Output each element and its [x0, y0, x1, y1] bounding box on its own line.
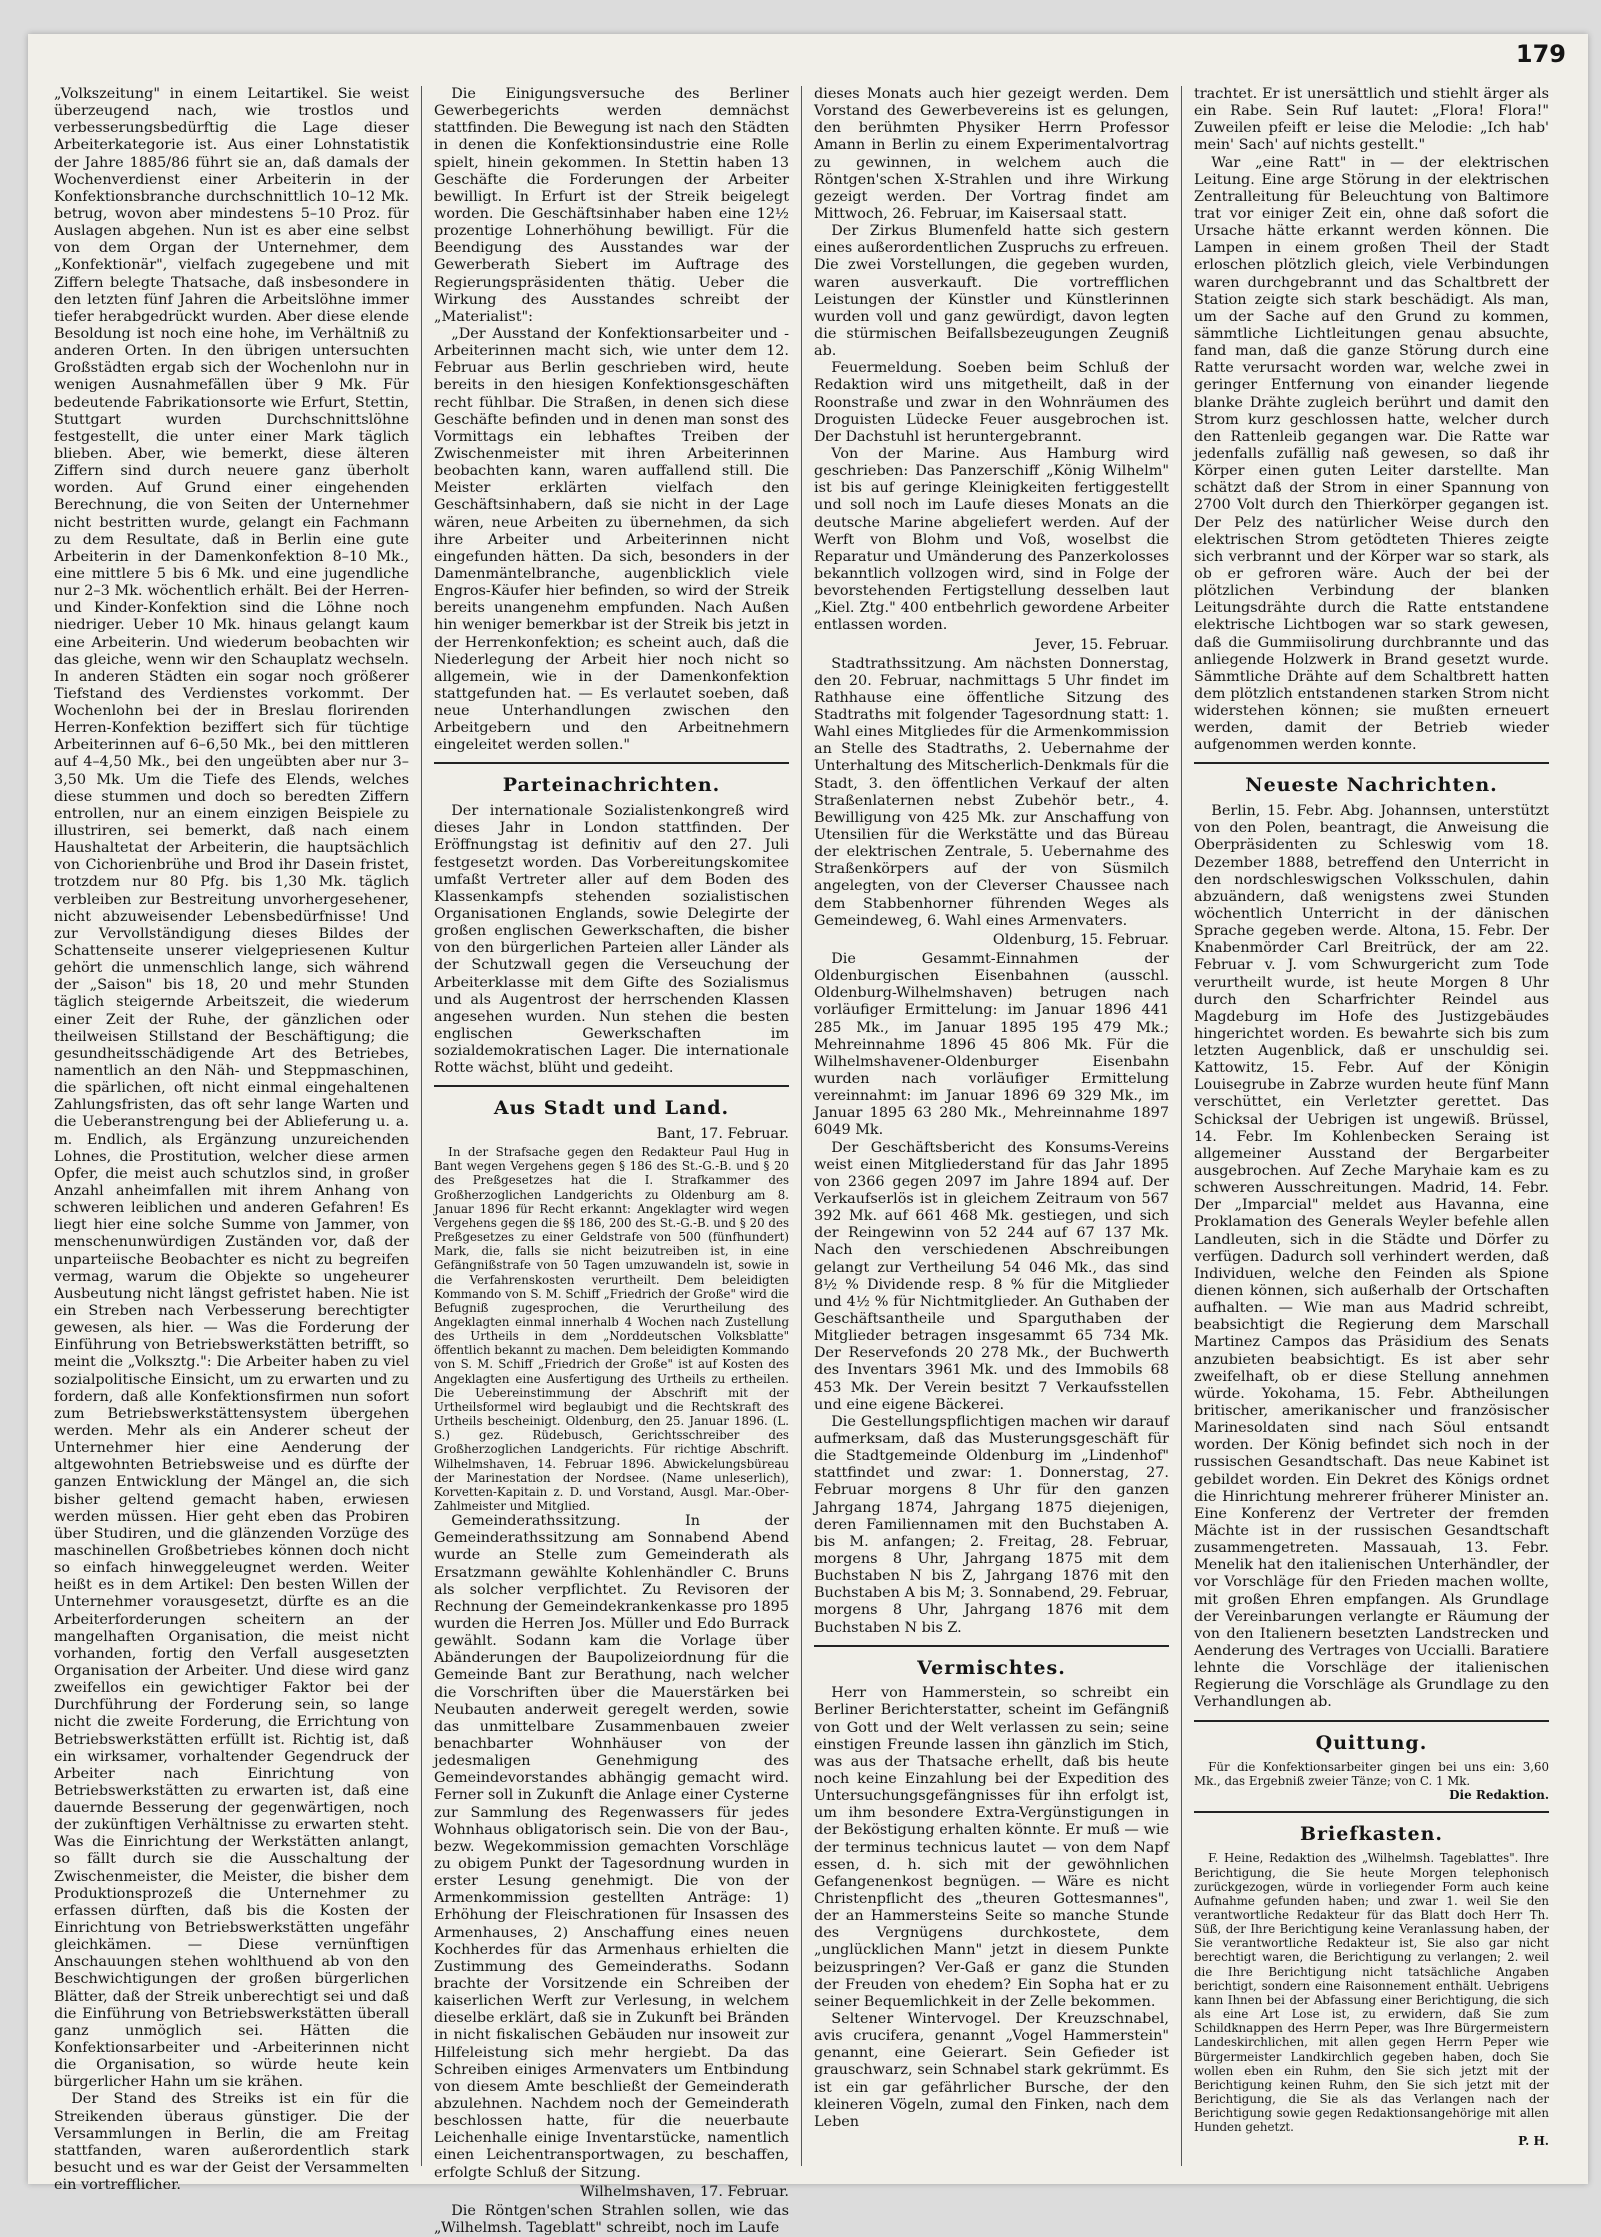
article-paragraph: Stadtrathssitzung. Am nächsten Donnerstag, den 20. Februar, nachmittags 5 Uhr findet im Rathhause eine öffentliche Sitzung des Stadtraths mit folgender Tagesordnung statt: 1. Wahl eines Mitgliedes für die Armenkommission an Stelle des Stadtraths, 2. Uebernahme der Unterhaltung des Mitscherlich-Denkmals für die Stadt, 3. den öffentlichen Verkauf der alten Straßenlaternen nebst Zubehör betr., 4. Bewilligung von 425 Mk. zur Anschaffung von Utensilien für die Werkstätte und das Büreau der elektrischen Zentrale, 5. Uebernahme des Straßenkörpers auf der von Süsmilch angelegten, von der Cleverser Chaussee nach dem Stabbenhorner führenden Weges als Gemeindeweg, 6. Wahl eines Armenvaters. — [814, 655, 1169, 929]
article-paragraph: Herr von Hammerstein, so schreibt ein Berliner Berichterstatter, scheint im Gefängniß von Gott und der Welt verlassen zu sein; seine einstigen Freunde lassen ihn gänzlich im Stich, was aus der Thatsache erhellt, daß bis heute noch keine Einzahlung bei der Expedition des Untersuchungsgefängnisses für ihn erfolgt ist, um ihm besondere Extra-Vergünstigungen in der Beköstigung erhalten könnte. Er muß — wie der terminus technicus lautet — von dem Napf essen, d. h. sich mit der gewöhnlichen Gefangenenkost begnügen. — Wäre es nicht Christenpflicht des „theuren Gottesmannes", der an Hammersteins Seite so manche Stunde des Vergnügens durchkostete, dem „unglücklichen Mann" jetzt in diesem Punkte beizuspringen? Ver-Gaß er ganz die Stunden der Freuden von ehedem? Ein Sopha hat er zu seiner Bequemlichkeit in der Zelle bekommen. — [814, 1685, 1169, 2010]
article-paragraph: Die Röntgen'schen Strahlen sollen, wie das „Wilhelmsh. Tageblatt" schreibt, noch im Laufe — [434, 2202, 789, 2236]
column-4 — [1194, 86, 1549, 2166]
article-paragraph: Die Gestellungspflichtigen machen wir darauf aufmerksam, daß das Musterungsgeschäft für die Stadtgemeinde Oldenburg im „Lindenhof" stattfindet und zwar: 1. Donnerstag, 27. Februar morgens 8 Uhr für den ganzen Jahrgang 1874, Jahrgang 1875 diejenigen, deren Familiennamen mit den Buchstaben A. bis M. anfangen; 2. Freitag, 28. Februar, morgens 8 Uhr, Jahrgang 1875 mit dem Buchstaben N bis Z, Jahrgang 1876 mit den Buchstaben A bis M; 3. Sonnabend, 29. Februar, morgens 8 Uhr, Jahrgang 1876 mit dem Buchstaben N bis Z. — [814, 1413, 1169, 1636]
article-columns — [54, 86, 1550, 2236]
article-paragraph: dieses Monats auch hier gezeigt werden. Dem Vorstand des Gewerbevereins ist es gelungen, den berühmten Physiker Herrn Professor Amann in Berlin zu einem Experimentalvortrag zu gewinnen, in welchem auch die Röntgen'schen X-Strahlen und ihre Wirkung gezeigt werden. Der Vortrag findet am Mittwoch, 26. Februar, im Kaisersaal statt. — [814, 86, 1169, 222]
section-heading-neueste: Neueste Nachrichten. — [1245, 774, 1498, 797]
dateline: Bant, 17. Februar. — [656, 1125, 789, 1142]
column-rule — [801, 86, 802, 2166]
section-heading-partei: Parteinachrichten. — [502, 774, 721, 797]
article-paragraph: trachtet. Er ist unersättlich und stiehlt ärger als ein Rabe. Sein Ruf lautet: „Flora! Flora!" Zuweilen pfeift er leise die Melodie: „Ich hab' mein' Sach' auf nichts gestellt." — [1194, 86, 1549, 154]
quoted-paragraph: „Der Ausstand der Konfektionsarbeiter und -Arbeiterinnen macht sich, wie unter dem 12. Februar aus Berlin geschrieben wird, heute bereits in den hiesigen Konfektionsgeschäften recht fühlbar. Die Straßen, in denen sich diese Geschäfte befinden und in denen man sonst des Vormittags ein lebhaftes Treiben der Zwischenmeister mit ihren Arbeiterinnen beobachten kann, waren auffallend still. Die Meister erklärten vielfach den Geschäftsinhabern, daß sie nicht in der Lage wären, neue Arbeiten zu übernehmen, da sich ihre Arbeiter und Arbeiterinnen nicht eingefunden hätten. Da sich, besonders in der Damenmäntelbranche, augenblicklich viele Engros-Käufer hier befinden, so wird der Streik bereits unangenehm empfunden. Nach Außen hin weniger bemerkbar ist der Streik bis jetzt in der Herrenkonfektion; es scheint auch, daß die Niederlegung der Arbeit hier noch nicht so allgemein, wie in der Damenkonfektion stattgefunden hat. — Es verlautet soeben, daß neue Unterhandlungen zwischen den Arbeitgebern und den Arbeitnehmern eingeleitet werden sollen." — [434, 325, 789, 754]
section-rule — [1194, 1811, 1549, 1813]
section-heading-stadt: Aus Stadt und Land. — [493, 1097, 730, 1120]
article-paragraph: Von der Marine. Aus Hamburg wird geschrieben: Das Panzerschiff „König Wilhelm" ist bis auf geringe Kleinigkeiten fertiggestellt und soll noch im Laufe dieses Monats an die deutsche Marine abgeliefert werden. Auf der Werft von Blohm und Voß, woselbst die Reparatur und Umänderung des Panzerkolosses bekanntlich vollzogen wird, sind in Folge der bevorstehenden Fertigstellung desselben laut „Kiel. Ztg." 400 entbehrlich gewordene Arbeiter entlassen worden. — [814, 445, 1169, 634]
court-notice: In der Strafsache gegen den Redakteur Paul Hug in Bant wegen Vergehens gegen § 186 des St.-G.-B. und § 20 des Preßgesetzes hat die I. Strafkammer des Großherzoglichen Landgerichts zu Oldenburg am 8. Januar 1896 für Recht erkannt: Angeklagter wird wegen Vergehens gegen die §§ 186, 200 des St.-G.-B. und § 20 des Preßgesetzes zu einer Geldstrafe von 500 (fünfhundert) Mark, die, falls sie nicht beizutreiben ist, in eine Gefängnißstrafe von 50 Tagen umzuwandeln ist, sowie in die Verfahrenskosten verurtheilt. Dem beleidigten Kommando von S. M. Schiff „Friedrich der Große" wird die Befugniß zugesprochen, die Verurtheilung des Angeklagten einmal innerhalb 4 Wochen nach Zustellung des Urtheils in dem „Norddeutschen Volksblatte" öffentlich bekannt zu machen. Dem beleidigten Kommando von S. M. Schiff „Friedrich der Große" ist auf Kosten des Angeklagten eine Ausfertigung des Urtheils zu ertheilen. Die Uebereinstimmung der Abschrift mit der Urtheilsformel wird beglaubigt und die Rechtskraft des Urtheils bescheinigt. Oldenburg, den 25. Januar 1896. (L. S.) gez. Rüdebusch, Gerichtsschreiber des Großherzoglichen Landgerichts. Für richtige Abschrift. Wilhelmshaven, 14. Februar 1896. Abwickelungsbüreau der Marinestation der Nordsee. (Name unleserlich), Korvetten-Kapitain z. D. und Vorstand, Ausgl. Mar.-Ober-Zahlmeister und Mitglied. — [434, 1145, 789, 1513]
section-heading-vermischtes: Vermischtes. — [917, 1656, 1066, 1679]
column-1 — [54, 86, 409, 2194]
section-rule — [1194, 762, 1549, 764]
article-paragraph: Die Einigungsversuche des Berliner Gewerbegerichts werden demnächst stattfinden. Die Bewegung ist nach den Städten in denen die Konfektionsindustrie eine Rolle spielt, hinein gekommen. In Stettin haben 13 Geschäfte die Forderungen der Arbeiter bewilligt. In Erfurt ist der Streik beigelegt worden. Die Geschäftsinhaber haben eine 12½ prozentige Lohnerhöhung bewilligt. Für die Beendigung des Ausstandes war der Gewerberath Siebert im Auftrage des Regierungspräsidenten thätig. Ueber die Wirkung des Ausstandes schreibt der „Materialist": — [434, 86, 789, 325]
column-3 — [814, 86, 1169, 2166]
section-rule — [434, 1085, 789, 1087]
column-2 — [434, 86, 789, 2236]
section-rule — [814, 1645, 1169, 1647]
article-paragraph: Feuermeldung. Soeben beim Schluß der Redaktion wird uns mitgetheilt, daß in der Roonstraße und zwar in den Wohnräumen des Droguisten Lüdecke Feuer ausgebrochen ist. Der Dachstuhl ist heruntergebrannt. — [814, 360, 1169, 445]
column-rule — [1181, 86, 1182, 2166]
article-paragraph: Der internationale Sozialistenkongreß wird dieses Jahr in London stattfinden. Der Eröffnungstag ist definitiv auf den 27. Juli festgesetzt worden. Das Vorbereitungskomitee umfaßt Vertreter aller auf dem Boden des Klassenkampfs stehenden sozialistischen Organisationen Englands, sowie Delegirte der großen englischen Gewerkschaften, die bisher von den bürgerlichen Parteien aller Länder als der Schutzwall gegen die Verseuchung der Arbeiterklasse mit dem Gifte des Sozialismus und als Augentrost der herrschenden Klassen angesehen wurden. Nun stehen die besten englischen Gewerkschaften im sozialdemokratischen Lager. Die internationale Rotte wächst, blüht und gedeiht. — [434, 803, 789, 1077]
letterbox-signature: P. H. — [1518, 2134, 1549, 2149]
article-paragraph: Die Gesammt-Einnahmen der Oldenburgischen Eisenbahnen (ausschl. Oldenburg-Wilhelmshaven) betrugen nach vorläufiger Ermittelung: im Januar 1896 441 285 Mk., im Januar 1895 195 479 Mk.; Mehreinnahme 1896 45 806 Mk. Für die Wilhelmshavener-Oldenburger Eisenbahn wurden nach vorläufiger Ermittelung vereinnahmt: im Januar 1896 69 329 Mk., im Januar 1895 63 280 Mk., Mehreinnahme 1897 6049 Mk. — [814, 951, 1169, 1139]
article-paragraph: Der Geschäftsbericht des Konsums-Vereins weist einen Mitgliederstand für das Jahr 1895 von 2366 gegen 2097 im Jahre 1894 auf. Der Verkaufserlös ist in gleichem Zeitraum von 567 392 Mk. auf 661 468 Mk. gestiegen, und sich der Reingewinn von 52 244 auf 67 137 Mk. Nach den verschiedenen Abschreibungen gelangt zur Vertheilung 54 046 Mk., das sind 8½ % Dividende resp. 8 % für die Mitglieder und 4½ % für Nichtmitglieder. An Guthaben der Geschäftsantheile und Sparguthaben der Mitglieder betragen insgesammt 65 734 Mk. Der Reservefonds 20 278 Mk., der Buchwerth des Inventars 3961 Mk. und des Immobils 68 453 Mk. Der Verein besitzt 7 Verkaufsstellen und eine eigene Bäckerei. — [814, 1139, 1169, 1413]
article-paragraph: Gemeinderathssitzung. In der Gemeinderathssitzung am Sonnabend Abend wurde an Stelle zum Gemeinderath als Ersatzmann gewählte Kohlenhändler C. Bruns als solcher verpflichtet. Zu Revisoren der Rechnung der Gemeindekrankenkasse pro 1895 wurden die Herren Jos. Müller und Edo Burrack gewählt. Sodann kam die Vorlage über Abänderungen der Baupolizeiordnung für die Gemeinde Bant zur Berathung, nach welcher die Vorschriften über die Mauerstärken bei Neubauten anderweit geregelt werden, sowie das unmittelbare Zusammenbauen zweier benachbarter Wohnhäuser von der jedesmaligen Genehmigung des Gemeindevorstandes abhängig gemacht wird. Ferner soll in Zukunft die Anlage einer Cysterne zur Sammlung des Regenwassers für jedes Wohnhaus obligatorisch sein. Die von der Bau-, bezw. Wegekommission gemachten Vorschläge zu obigem Punkt der Tagesordnung wurden in erster Lesung genehmigt. Die von der Armenkommission gestellten Anträge: 1) Erhöhung der Fleischrationen für Insassen des Armenhauses, 2) Anschaffung eines neuen Kochherdes für das Armenhaus erhielten die Zustimmung des Gemeinderaths. Sodann brachte der Vorsitzende ein Schreiben der kaiserlichen Werft zur Verlesung, in welchem dieselbe erklärt, daß sie in Zukunft bei Bränden in nicht fiskalischen Gebäuden nur insoweit zur Hilfeleistung sich mehr hergiebt. Da das Schreiben einiges Armenvaters um Entbindung von diesem Amte beschließt der Gemeinderath abzulehnen. Nachdem noch der Gemeinderath beschlossen hatte, für die neuerbaute Leichenhalle einige Inventarstücke, namentlich einen Leichentransportwagen, zu beschaffen, erfolgte Schluß der Sitzung. — [434, 1513, 789, 2181]
receipt-text: Für die Konfektionsarbeiter gingen bei uns ein: 3,60 Mk., das Ergebniß zweier Tänze; von C. 1 Mk. — [1194, 1760, 1549, 1789]
receipt-signature: Die Redaktion. — [1449, 1788, 1549, 1803]
dateline: Jever, 15. Februar. — [1034, 636, 1169, 653]
section-rule — [434, 762, 789, 764]
article-paragraph: „Volkszeitung" in einem Leitartikel. Sie weist überzeugend nach, wie trostlos und verbesserungsbedürftig die Lage dieser Arbeiterkategorie ist. Aus einer Lohnstatistik der Jahre 1885/86 führt sie an, daß damals der Wochenverdienst einer Arbeiterin in der Konfektionsbranche durchschnittlich 10–12 Mk. betrug, wovon aber mindestens 5–10 Proz. für Auslagen abgehen. Nun ist es aber eine selbst von dem Organ der Unternehmer, dem „Konfektionär", vielfach zugegebene und mit Ziffern belegte Thatsache, daß insbesondere in den letzten fünf Jahren die Arbeitslöhne immer tiefer herabgedrückt wurden. Aber diese elende Besoldung ist noch eine hohe, im Verhältniß zu anderen Orten. In den übrigen untersuchten Großstädten ergab sich der Wochenlohn nur in wenigen Ausnahmefällen über 9 Mk. Für bedeutende Fabrikationsorte wie Erfurt, Stettin, Stuttgart wurden Durchschnittslöhne festgestellt, die unter einer Mark täglich blieben. Aber, wie bemerkt, diese älteren Ziffern sind durch neuere ganz überholt worden. Auf Grund einer eingehenden Berechnung, die von Seiten der Unternehmer nicht bestritten wurde, gelangt ein Fachmann zu dem Resultate, daß in Berlin eine gute Arbeiterin in der Damenkonfektion 8–10 Mk., eine mittlere 5 bis 6 Mk. und eine jugendliche nur 2–3 Mk. wöchentlich erhält. Bei der Herren- und Kinder-Konfektion sind die Löhne noch niedriger. Ueber 10 Mk. hinaus gelangt kaum eine Arbeiterin. Und wiederum beobachten wir das gleiche, wenn wir den Schauplatz wechseln. In anderen Städten ein sogar noch größerer Tiefstand des Verdienstes vorkommt. Der Wochenlohn bei der in Breslau florirenden Herren-Konfektion beziffert sich für tüchtige Arbeiterinnen auf 6–6,50 Mk., bei den mittleren auf 4–4,50 Mk., bei den ungeübten aber nur 3–3,50 Mk. Um die Tiefe des Elends, welches diese stummen und doch so beredten Ziffern entrollen, nur an einem einzigen Beispiele zu illustriren, sei bemerkt, daß nach einem Haushaltetat der Arbeiterin, die hauptsächlich von Cichorienbrühe und Brod ihr Dasein fristet, trotzdem nur 80 Pfg. bis 1,30 Mk. täglich verbleiben zur Bestreitung unvorhergesehener, nicht abzuweisender Lebensbedürfnisse! Und zur Vervollständigung dieses Bildes der Schattenseite unserer vielgepriesenen Kultur gehört die unmenschlich lange, sich während der „Saison" bis 18, 20 und mehr Stunden täglich steigernde Arbeitszeit, die wiederum einer Zeit der Ruhe, der gänzlichen oder theilweisen Stillstand der Beschäftigung; die gesundheitsschädigende Art des Betriebes, namentlich an den Näh- und Steppmaschinen, die spärlichen, oft nicht einmal eingehaltenen Zahlungsfristen, das oft sehr lange Warten und die Ueberanstrengung bei der Ablieferung u. a. m. Endlich, als Ergänzung unzureichenden Lohnes, die Prostitution, welcher diese armen Opfer, die meist auch schutzlos sind, in großer Anzahl anheimfallen mit ihrem Anhang von schweren leiblichen und anderen Gefahren! Es liegt hier eine solche Summe von Jammer, von menschenunwürdigen Zuständen vor, daß der unparteiische Beobachter es nicht zu begreifen vermag, warum die Objekte so ungeheurer Ausbeutung nicht längst gefristet haben. Nie ist ein Streben nach Verbesserung berechtigter gewesen, als hier. — Was die Forderung der Einführung von Betriebswerkstätten betrifft, so meint die „Volksztg.": Die Arbeiter haben zu viel sozialpolitische Einsicht, um zu erwarten und zu fordern, daß alle Konfektionsfirmen nun sofort zum Betriebswerkstättensystem übergehen werden. Mehr als ein Anderer scheut der Unternehmer hier eine Aenderung der altgewohnten Betriebsweise und es dürfte der ganzen Entwicklung der Mängel an, die sich bisher geltend gemacht haben, erwiesen werden müssen. Hier geht eben das Probiren über Studiren, und die glänzenden Vorzüge des maschinellen Großbetriebes können doch nicht so einfach hinweggeleugnet werden. Weiter heißt es in dem Artikel: Den besten Willen der Unternehmer vorausgesetzt, dürfte es an die Arbeiterforderungen scheitern an der mangelhaften Organisation, die meist nicht vorhanden, fortig den Verfall ausgesetzten Organisation der Arbeiter. Und diese wird ganz zweifellos ein gewichtiger Faktor bei der Durchführung der Forderung sein, so lange nicht die zweite Forderung, die Errichtung von Betriebswerkstätten erfüllt ist. Richtig ist, daß ein wirksamer, vorhaltender Gegendruck der Arbeiter nach Einrichtung von Betriebswerkstätten zu erwarten ist, daß eine dauernde Besserung der gegenwärtigen, noch der zukünftigen Verhältnisse zu erwarten steht. Was die Einrichtung der Werkstätten anlangt, so fällt durch sie die Ausschaltung der Zwischenmeister, die Meister, die bisher dem Produktionsprozeß die Unternehmer zu erfassen dürften, daß bis die Kosten der Einrichtung von Betriebswerkstätten ungefähr gleichkämen. — Diese vernünftigen Anschauungen stehen wohlthuend ab von den Beschwichtigungen der großen bürgerlichen Blätter, daß der Streik unberechtigt sei und daß die Einführung von Betriebswerkstätten überall ganz unmöglich sei. Hätten die Konfektionsarbeiter und -Arbeiterinnen nicht die Organisation, so würde heute kein bürgerlicher Hahn um sie krähen. — [54, 86, 409, 2091]
page-number: 179 — [1515, 40, 1566, 68]
dateline: Wilhelmshaven, 17. Februar. — [579, 2183, 789, 2200]
article-paragraph: Der Zirkus Blumenfeld hatte sich gestern eines außerordentlichen Zuspruchs zu erfreuen. Die zwei Vorstellungen, die gegeben wurden, waren ausverkauft. Die vortrefflichen Leistungen der Künstler und Künstlerinnen wurden voll und ganz gewürdigt, davon legten die stürmischen Beifallsbezeugungen Zeugniß ab. — [814, 223, 1169, 360]
dateline: Oldenburg, 15. Februar. — [992, 931, 1169, 948]
article-paragraph: Der Stand des Streiks ist ein für die Streikenden überaus günstiger. Die der Versammlungen in Berlin, die am Freitag stattfanden, waren außerordentlich stark besucht und es war der Geist der Versammelten ein vortrefflicher. — [54, 2091, 409, 2194]
letterbox-text: F. Heine, Redaktion des „Wilhelmsh. Tageblattes". Ihre Berichtigung, die Sie heute Morgen telephonisch zurückgezogen, würde in vorliegender Form auch keine Aufnahme gefunden haben; und zwar 1. weil Sie den verantwortliche Redakteur für das Blatt doch Herr Th. Süß, der Ihre Berichtigung keine Veranlassung haben, der Sie verantwortliche Redakteur ist, Sie also gar nicht berechtigt waren, die Berichtigung zu verlangen; 2. weil die Ihre Berichtigung nicht tatsächliche Angaben berichtigt, sondern eine Raisonnement enthält. Uebrigens kann Ihnen bei der Abfassung einer Berichtigung, die sich als eine Art Lose ist, zu erwidern, daß Sie zum Schildknappen des Herrn Peper, was Ihre Bürgermeistern Landeskirchlichen, mit allen gegen Herrn Peper wie Bürgermeister Landkirchlich gegeben haben, doch Sie wollen eben ein Ruhm, den Sie sich jetzt mit der Berichtigung keinen Ruhm, den Sie sich jetzt mit der Berichtigung, die Sie als das Verlangen nach der Berichtigung sowie gegen Redaktionsangehörige mit allen Hunden gehetzt. — [1194, 1851, 1549, 2135]
section-heading-briefkasten: Briefkasten. — [1299, 1822, 1443, 1845]
newspaper-page — [28, 34, 1588, 2236]
article-paragraph: Berlin, 15. Febr. Abg. Johannsen, unterstützt von den Polen, beantragt, die Anweisung die Oberpräsidenten zu Schleswig vom 18. Dezember 1888, betreffend den Unterricht in den nordschleswigschen Volksschulen, dahin abzuändern, daß wenigstens zwei Stunden wöchentlich Unterricht in der dänischen Sprache gegeben werde. Altona, 15. Febr. Der Knabenmörder Carl Breitrück, der am 22. Februar v. J. vom Schwurgericht zum Tode verurtheilt wurde, ist heute Morgen 8 Uhr durch den Scharfrichter Reindel aus Magdeburg im Hofe des Justizgebäudes hingerichtet worden. Es bewahrte sich bis zum letzten Augenblick, daß er unschuldig sei. Kattowitz, 15. Febr. Auf der Königin Louisegrube in Zabrze wurden heute fünf Mann verschüttet, ein Verletzter gerettet. Das Schicksal der Uebrigen ist ungewiß. Brüssel, 14. Febr. Im Kohlenbecken Seraing ist allgemeiner Ausstand der Bergarbeiter ausgebrochen. Auf Zeche Maryhaie kam es zu schweren Ausschreitungen. Madrid, 14. Febr. Der „Imparcial" meldet aus Havanna, eine Proklamation des Generals Weyler befehle allen Landleuten, sich in die Städte und Dörfer zu verfügen. Dadurch soll verhindert werden, daß Individuen, welche den Feinden als Spione dienen können, sich außerhalb der Ortschaften aufhalten. — Wie man aus Madrid schreibt, beabsichtigt die Regierung dem Marschall Martinez Campos das Präsidium des Senats anzubieten beabsichtigt. Es ist aber sehr zweifelhaft, ob er diese Stellung annehmen würde. Yokohama, 15. Febr. Abtheilungen britischer, amerikanischer und französischer Marinesoldaten sind nach Söul entsandt worden. Der König befindet sich noch in der russischen Gesandtschaft. Das neue Kabinet ist gebildet worden. Ein Dekret des Königs ordnet die Hinrichtung mehrerer früherer Minister an. Eine Konferenz der Vertreter der fremden Mächte ist in der russischen Gesandtschaft zusammengetreten. Massauah, 13. Febr. Menelik hat den italienischen Unterhändler, der vor Vorschläge für den Frieden machen wollte, mit großen Ehren empfangen. Als Grundlage der Vereinbarungen verlangte er Räumung der von den Italienern besetzten Landstrecken und Aenderung des Vertrages von Uccialli. Baratiere lehnte die Vorschläge der italienischen Regierung die Vorschläge als Grundlage zu den Verhandlungen ab. — [1194, 803, 1549, 1711]
section-heading-quittung: Quittung. — [1315, 1731, 1428, 1754]
column-rule — [421, 86, 422, 2166]
section-rule — [1194, 1720, 1549, 1722]
article-paragraph: Seltener Wintervogel. Der Kreuzschnabel, avis crucifera, genannt „Vogel Hammerstein" genannt, eine Geierart. Sein Gefieder ist grauschwarz, sein Schnabel stark gekrümmt. Es ist ein gar gefährlicher Bursche, der den kleineren Vögeln, zumal den Finken, nach dem Leben — [814, 2010, 1169, 2130]
article-paragraph: War „eine Ratt" in — der elektrischen Leitung. Eine arge Störung in der elektrischen Zentralleitung für Beleuchtung von Baltimore trat vor einiger Zeit ein, ohne daß sofort die Ursache hätte erkannt werden können. Die Lampen in einem großen Theil der Stadt erloschen plötzlich gleich, viele Verbindungen waren durchgebrannt und das Schaltbrett der Station zeigte sich stark beschädigt. Als man, um der Sache auf den Grund zu kommen, sämmtliche Lichtleitungen genau absuchte, fand man, daß die ganze Störung durch eine Ratte verursacht worden war, welche zwei in geringer Entfernung von einander liegende blanke Drähte zugleich berührt und damit den Strom kurz geschlossen hatte, welcher durch den Rattenleib gegangen war. Die Ratte war jedenfalls zufällig naß gewesen, so daß ihr Körper einen guten Leiter darstellte. Man schätzt daß der Strom in einer Spannung von 2700 Volt durch den Thierkörper gegangen ist. Der Pelz des natürlicher Weise durch den elektrischen Strom getödteten Thieres zeigte sich verbrannt und der Körper war so stark, als ob er gefroren wäre. Auch der bei der plötzlichen Verbindung der blanken Leitungsdrähte durch die Ratte entstandene elektrische Lichtbogen war so stark gewesen, daß die Gummiisolirung durchbrannte und das anliegende Holzwerk in Brand gesetzt wurde. Sämmtliche Drähte auf dem Schaltbrett hatten dem plötzlich entstandenen starken Strom nicht widerstehen können; sie mußten erneuert werden, damit der Betrieb wieder aufgenommen werden konnte. — [1194, 154, 1549, 754]
